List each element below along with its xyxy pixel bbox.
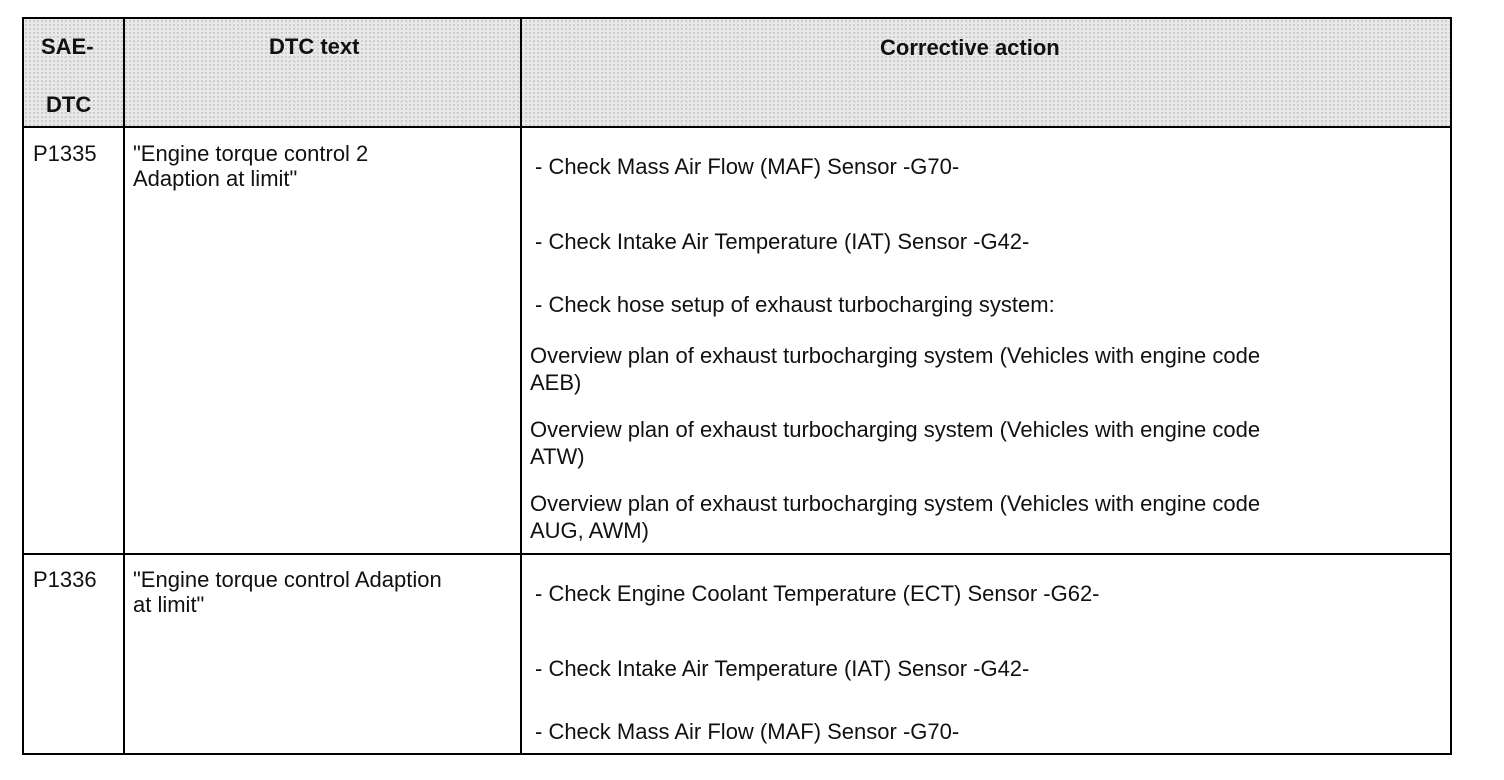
corrective-action-item: - Check Engine Coolant Temperature (ECT) Sensor -G62- [535, 581, 1100, 606]
header-dtc: DTC [46, 92, 92, 117]
header-row [24, 19, 1450, 127]
row-divider [24, 126, 1450, 128]
header-corrective-action: Corrective action [880, 35, 1060, 60]
corrective-action-item: - Check Intake Air Temperature (IAT) Sensor -G42- [535, 656, 1030, 681]
header-dtc-text: DTC text [269, 34, 360, 59]
corrective-action-item: - Check Intake Air Temperature (IAT) Sensor -G42- [535, 229, 1030, 254]
column-divider [123, 19, 125, 753]
overview-plan-line: Overview plan of exhaust turbocharging system (Vehicles with engine code [530, 417, 1261, 442]
dtc-code: P1336 [33, 567, 97, 592]
column-divider [520, 19, 522, 753]
overview-plan-line: Overview plan of exhaust turbocharging system (Vehicles with engine code [530, 491, 1261, 516]
dtc-text-line: Adaption at limit" [133, 166, 298, 191]
row-divider [24, 553, 1450, 555]
overview-plan-line: Overview plan of exhaust turbocharging system (Vehicles with engine code [530, 343, 1261, 368]
header-sae: SAE- [41, 34, 94, 59]
dtc-text-line: "Engine torque control Adaption [133, 567, 442, 592]
overview-plan-line: ATW) [530, 444, 585, 469]
dtc-text-line: "Engine torque control 2 [133, 141, 369, 166]
dtc-code: P1335 [33, 141, 97, 166]
corrective-action-item: - Check hose setup of exhaust turbocharging system: [535, 292, 1055, 317]
overview-plan-line: AUG, AWM) [530, 518, 649, 543]
corrective-action-item: - Check Mass Air Flow (MAF) Sensor -G70- [535, 719, 960, 744]
overview-plan-line: AEB) [530, 370, 582, 395]
corrective-action-item: - Check Mass Air Flow (MAF) Sensor -G70- [535, 154, 960, 179]
dtc-table [22, 17, 1452, 755]
dtc-text-line: at limit" [133, 592, 205, 617]
